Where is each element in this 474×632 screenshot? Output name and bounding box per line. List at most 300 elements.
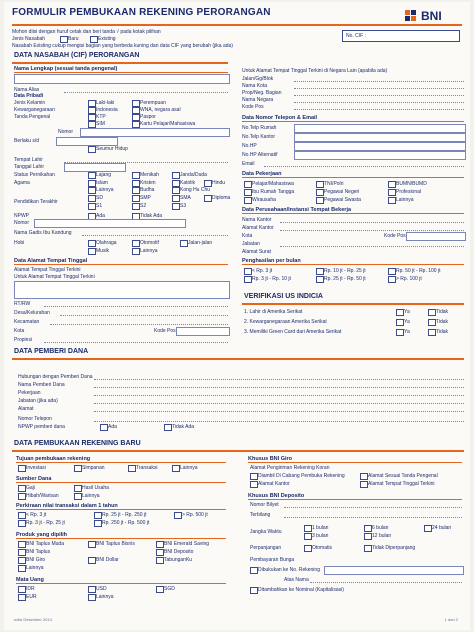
logo-text: BNI <box>421 9 442 23</box>
opt-alamat-kantor-giro: Alamat Kantor <box>258 481 290 487</box>
opt-hobi-lainnya: Lainnya <box>140 248 158 254</box>
nomor-identitas-input[interactable] <box>80 128 230 137</box>
form-title: FORMULIR PEMBUKAAN REKENING PERORANGAN <box>12 7 271 18</box>
bni-logo-icon <box>404 9 418 23</box>
alamat-terkini-giro-checkbox[interactable] <box>360 481 368 488</box>
label-agama: Agama <box>14 180 30 186</box>
taplus-bisnis-checkbox[interactable] <box>88 541 96 548</box>
opt-hindu: Hindu <box>212 180 226 186</box>
trx-4-checkbox[interactable] <box>94 520 102 527</box>
label-perpanjangan: Perpanjangan <box>250 545 282 551</box>
emerald-checkbox[interactable] <box>156 541 164 548</box>
opt-taplus: BNI Taplus <box>26 549 51 555</box>
ktp-checkbox[interactable] <box>88 114 96 121</box>
pelajar-checkbox[interactable] <box>244 181 252 188</box>
opt-swasta: Pegawai Swasta <box>324 197 361 203</box>
kode-pos-left-input[interactable] <box>176 327 230 336</box>
nama-lengkap-input[interactable] <box>14 74 230 84</box>
opt-jalan-jalan: Jalan-jalan <box>188 240 213 246</box>
taplus-muda-checkbox[interactable] <box>18 541 26 548</box>
label-nama-kantor: Nama Kantor <box>242 217 272 223</box>
opt-musik: Musik <box>96 248 110 254</box>
hp-alternatif-input[interactable] <box>294 151 466 160</box>
diploma-checkbox[interactable] <box>204 195 212 202</box>
label-alamat-rekening-koran: Alamat Pengiriman Rekening Koran <box>250 465 330 471</box>
opt-wna: WNA, negara asal <box>140 107 181 113</box>
income-4-checkbox[interactable] <box>316 276 324 283</box>
berlaku-input[interactable] <box>56 137 118 146</box>
opt-npwp-ada: Ada <box>96 213 105 219</box>
opt-dollar: BNI Dollar <box>96 557 119 563</box>
opt-income-5: Rp. 50 jt - Rp. 100 jt <box>396 268 441 274</box>
label-jabatan: Jabatan <box>242 241 260 247</box>
opt-idr: IDR <box>26 586 35 592</box>
opt-income-6: > Rp. 100 jt <box>396 276 422 282</box>
otomatis-checkbox[interactable] <box>304 545 312 552</box>
label-berlaku: Berlaku s/d <box>14 138 40 144</box>
label-perusahaan: Data Perusahaan/Instansi Tempat Bekerja <box>242 207 464 214</box>
opt-transaksi: Transaksi <box>136 465 158 471</box>
budha-checkbox[interactable] <box>132 187 140 194</box>
kartu-pelajar-checkbox[interactable] <box>132 121 140 128</box>
trx-3-checkbox[interactable] <box>94 512 102 519</box>
label-nama-pemberi: Nama Pemberi Dana <box>18 382 65 388</box>
label-propinsi: Propinsi <box>14 337 33 343</box>
label-khusus-giro: Khusus BNI Giro <box>248 456 462 463</box>
alamat-kantor-line[interactable] <box>280 230 464 231</box>
opt-kapitalisasi: Ditambahkan ke Nominal (Kapitalisasi) <box>258 587 344 593</box>
jabatan-pemberi-line[interactable] <box>94 403 464 404</box>
section-data-nasabah: DATA NASABAH (CIF) PERORANGAN <box>12 52 228 64</box>
jw-12-checkbox[interactable] <box>364 533 372 540</box>
opt-pekerjaan-lainnya: Lainnya <box>396 197 414 203</box>
alamat-input[interactable] <box>14 281 230 299</box>
opt-indonesia: Indonesia <box>96 107 118 113</box>
footer-code: edisi Desember 2014 <box>14 617 52 622</box>
opt-paspor: Paspor <box>140 114 156 120</box>
irt-checkbox[interactable] <box>244 189 252 196</box>
islam-checkbox[interactable] <box>88 180 96 187</box>
label-produk: Produk yang dipilih <box>16 532 226 539</box>
existing-checkbox[interactable] <box>90 36 98 43</box>
income-1-checkbox[interactable] <box>244 268 252 275</box>
email-line[interactable] <box>264 166 464 167</box>
propinsi-line[interactable] <box>44 342 228 343</box>
opt-produk-lainnya: Lainnya <box>26 565 44 571</box>
label-alamat-terkini: Alamat Tempat Tinggal Terkini <box>14 267 81 273</box>
konghuchu-checkbox[interactable] <box>172 187 180 194</box>
dollar-checkbox[interactable] <box>88 557 96 564</box>
atas-nama-line[interactable] <box>310 582 462 583</box>
label-hp-alternatif: No.HP Alternatif <box>242 152 278 158</box>
gaji-checkbox[interactable] <box>18 485 26 492</box>
label-status-pernikahan: Status Pernikahan <box>14 172 55 178</box>
trx-2-checkbox[interactable] <box>18 520 26 527</box>
opt-eur: EUR <box>26 594 37 600</box>
giro-checkbox[interactable] <box>18 557 26 564</box>
label-data-pekerjaan: Data Pekerjaan <box>242 171 464 178</box>
opt-irt: Ibu Rumah Tangga <box>252 189 295 195</box>
jalan-jalan-checkbox[interactable] <box>180 240 188 247</box>
label-mata-uang: Mata Uang <box>16 577 226 584</box>
wirausaha-checkbox[interactable] <box>244 197 252 204</box>
pekerjaan-lainnya-checkbox[interactable] <box>388 197 396 204</box>
us-q1-tidak-checkbox[interactable] <box>428 309 436 316</box>
label-khusus-deposito: Khusus BNI Deposito <box>248 493 462 500</box>
opt-trx-2: Rp. 3 jt - Rp. 25 jt <box>26 520 65 526</box>
label-jenis-kelamin: Jenis Kelamin <box>14 100 46 106</box>
opt-s1: S1 <box>96 203 103 209</box>
otomotif-checkbox[interactable] <box>132 240 140 247</box>
label-kode-pos-ln: Kode Pos <box>242 104 264 110</box>
no-rekening-input[interactable] <box>324 566 464 575</box>
opt-s2: S2 <box>140 203 147 209</box>
opt-usd: USD <box>96 586 107 592</box>
opt-income-2: Rp. 3 jt - Rp. 10 jt <box>252 276 291 282</box>
jw-1-checkbox[interactable] <box>304 525 312 532</box>
opt-diambil-cabang: Diambil Di Cabang Pembuka Rekening <box>258 473 345 479</box>
baru-checkbox[interactable] <box>60 36 68 43</box>
simpanan-checkbox[interactable] <box>74 465 82 472</box>
label-nama-alias: Nama Alias <box>14 87 40 93</box>
trx-5-checkbox[interactable] <box>174 512 182 519</box>
label-nama-negara: Nama Negara <box>242 97 274 103</box>
opt-konghuchu: Kong Hu Chu <box>180 187 211 193</box>
diambil-cabang-checkbox[interactable] <box>250 473 258 480</box>
usd-checkbox[interactable] <box>88 586 96 593</box>
no-hp-input[interactable] <box>294 142 466 151</box>
smp-checkbox[interactable] <box>132 195 140 202</box>
label-npwp-nomor: Nomor <box>14 220 30 226</box>
lajang-checkbox[interactable] <box>88 172 96 179</box>
label-telp-rumah: No.Telp Rumah <box>242 125 277 131</box>
opt-smp: SMP <box>140 195 151 201</box>
bni-logo <box>404 8 460 24</box>
section-pembukaan-rekening: DATA PEMBUKAAN REKENING BARU <box>12 440 464 452</box>
opt-emerald: BNI Emerald Saving <box>164 541 210 547</box>
nama-lengkap-header: Nama Lengkap (sesuai tanda pengenal) <box>14 66 228 73</box>
opt-tidak-diperpanjang: Tidak Diperpanjang <box>372 545 416 551</box>
baru-label: Baru <box>68 36 79 42</box>
opt-trx-3: Rp. 25 jt - Rp. 250 jt <box>102 512 147 518</box>
laki-laki-checkbox[interactable] <box>88 100 96 107</box>
opt-hasil-usaha: Hasil Usaha <box>82 485 109 491</box>
opt-alamat-pengenal: Alamat Sesuai Tanda Pengenal <box>368 473 438 479</box>
opt-jw-12: 12 bulan <box>372 533 392 539</box>
label-pendidikan: Pendidikan Terakhir <box>14 199 58 205</box>
opt-jw-6: 6 bulan <box>372 525 389 531</box>
kode-pos-ln-line[interactable] <box>294 109 464 110</box>
sma-checkbox[interactable] <box>172 195 180 202</box>
label-tempat-lahir: Tempat Lahir <box>14 157 43 163</box>
label-telepon-pemberi: Nomor Telepon <box>18 416 52 422</box>
income-5-checkbox[interactable] <box>388 268 396 275</box>
title-rule <box>12 24 462 26</box>
nama-kota-line[interactable] <box>294 88 464 89</box>
opt-laki-laki: Laki-laki <box>96 100 115 106</box>
cif-box[interactable] <box>342 30 460 42</box>
opt-otomotif: Otomotif <box>140 240 159 246</box>
opt-perempuan: Perempuan <box>140 100 166 106</box>
eur-checkbox[interactable] <box>18 594 26 601</box>
label-nama-ibu: Nama Gadis Ibu Kandung <box>14 230 72 236</box>
opt-wirausaha: Wirausaha <box>252 197 276 203</box>
sumber-lainnya-checkbox[interactable] <box>74 493 82 500</box>
opt-uang-lainnya: Lainnya <box>96 594 114 600</box>
us-q1-ya-checkbox[interactable] <box>396 309 404 316</box>
terbilang-line[interactable] <box>284 517 462 518</box>
opt-sim: SIM <box>96 121 105 127</box>
transaksi-checkbox[interactable] <box>128 465 136 472</box>
jalan-line[interactable] <box>294 81 464 82</box>
indonesia-checkbox[interactable] <box>88 107 96 114</box>
sim-checkbox[interactable] <box>88 121 96 128</box>
bumn-checkbox[interactable] <box>388 181 396 188</box>
us-q2-tidak-checkbox[interactable] <box>428 319 436 326</box>
kapitalisasi-checkbox[interactable] <box>250 587 258 594</box>
produk-lainnya-checkbox[interactable] <box>18 565 26 572</box>
opt-ktp: KTP <box>96 114 106 120</box>
nama-kantor-line[interactable] <box>280 222 464 223</box>
sd-checkbox[interactable] <box>88 195 96 202</box>
us-q1: 1. Lahir di Amerika Serikat <box>244 309 303 315</box>
idr-checkbox[interactable] <box>18 586 26 593</box>
label-prop-neg: Prop/Neg. Bagian <box>242 90 282 96</box>
opt-dibukukan: Dibukukan ke No. Rekening <box>258 567 320 573</box>
section-verifikasi-us: VERIFIKASI US INDICIA <box>242 293 464 305</box>
opt-agama-lainnya: Lainnya <box>96 187 114 193</box>
kode-pos-kantor-input[interactable] <box>406 232 466 241</box>
opt-profesional: Profesional <box>396 189 422 195</box>
s1-checkbox[interactable] <box>88 203 96 210</box>
tabunganku-checkbox[interactable] <box>156 557 164 564</box>
opt-hibah: Hibah/Warisan <box>26 493 59 499</box>
us-q2-ya-checkbox[interactable] <box>396 319 404 326</box>
janda-duda-checkbox[interactable] <box>172 172 180 179</box>
income-3-checkbox[interactable] <box>316 268 324 275</box>
kristen-checkbox[interactable] <box>132 180 140 187</box>
opt-tujuan-lainnya: Lainnya <box>180 465 198 471</box>
opt-tabunganku: TabunganKu <box>164 557 193 563</box>
opt-menikah: Menikah <box>140 172 159 178</box>
rt-rw-line[interactable] <box>44 306 228 307</box>
swasta-checkbox[interactable] <box>316 197 324 204</box>
label-kota: Kota <box>14 328 25 334</box>
hindu-checkbox[interactable] <box>204 180 212 187</box>
income-6-checkbox[interactable] <box>388 276 396 283</box>
form-page <box>4 2 470 630</box>
olahraga-checkbox[interactable] <box>88 240 96 247</box>
opt-otomatis: Otomatis <box>312 545 333 551</box>
tanggal-lahir-input[interactable] <box>64 163 126 172</box>
label-penghasilan: Penghasilan per bulan <box>242 258 464 265</box>
prop-neg-line[interactable] <box>294 95 464 96</box>
label-alamat-surat: Alamat Surat <box>242 249 271 255</box>
label-data-pribadi: Data Pribadi <box>14 93 44 99</box>
label-data-alamat: Data Alamat Tempat Tinggal <box>14 258 228 265</box>
opt-npwp-tidak-ada: Tidak Ada <box>140 213 163 219</box>
opt-sma: SMA <box>180 195 191 201</box>
jw-3-checkbox[interactable] <box>304 533 312 540</box>
tni-checkbox[interactable] <box>316 181 324 188</box>
opt-sd: SD <box>96 195 103 201</box>
deposito-checkbox[interactable] <box>156 549 164 556</box>
hubungan-line[interactable] <box>94 379 464 380</box>
sgd-checkbox[interactable] <box>156 586 164 593</box>
opt-npwp-pemberi-tidak: Tidak Ada <box>172 424 195 430</box>
paspor-checkbox[interactable] <box>132 114 140 121</box>
label-kewarganegaraan: Kewarganegaraan <box>14 107 55 113</box>
label-hobi: Hobi <box>14 240 25 246</box>
opt-jw-1: 1 bulan <box>312 525 329 531</box>
telepon-pemberi-line[interactable] <box>94 421 464 422</box>
hibah-checkbox[interactable] <box>18 493 26 500</box>
opt-bumn: BUMN/BUMD <box>396 181 427 187</box>
label-nama-kota: Nama Kota <box>242 83 268 89</box>
label-sumber-dana: Sumber Dana <box>16 476 226 483</box>
label-no-hp: No.HP <box>242 143 257 149</box>
opt-sumber-lainnya: Lainnya <box>82 493 100 499</box>
opt-s3: S3 <box>180 203 187 209</box>
investasi-checkbox[interactable] <box>18 465 26 472</box>
opt-simpanan: Simpanan <box>82 465 105 471</box>
instruction-line: Mohon diisi dengan huruf cetak dan beri tanda √ pada kotak pilihan <box>12 29 161 35</box>
label-jalan: Jalan/Gg/Blok <box>242 76 274 82</box>
opt-giro: BNI Giro <box>26 557 46 563</box>
us-q3: 3. Memiliki Green Card dari Amerika Serikat <box>244 329 342 335</box>
label-npwp: NPWP <box>14 213 29 219</box>
alamat-kantor-giro-checkbox[interactable] <box>250 481 258 488</box>
opt-budha: Budha <box>140 187 155 193</box>
opt-taplus-bisnis: BNI Taplus Bisnis <box>96 541 135 547</box>
opt-kristen: Kristen <box>140 180 156 186</box>
opt-trx-1: < Rp. 3 jt <box>26 512 47 518</box>
katolik-checkbox[interactable] <box>172 180 180 187</box>
label-telepon-email: Data Nomor Telepon & Email <box>242 115 464 122</box>
section-pemberi-dana: DATA PEMBERI DANA <box>12 348 464 360</box>
menikah-checkbox[interactable] <box>132 172 140 179</box>
s2-checkbox[interactable] <box>132 203 140 210</box>
label-kota-kantor: Kota <box>242 233 253 239</box>
opt-investasi: Investasi <box>26 465 46 471</box>
label-untuk-alamat: Untuk Alamat Tempat Tinggal Terkini <box>14 274 95 280</box>
tidak-diperpanjang-checkbox[interactable] <box>364 545 372 552</box>
us-q3-tidak: Tidak <box>436 329 449 335</box>
opt-income-1: < Rp. 3 jt <box>252 268 273 274</box>
opt-tni: TNI/Polri <box>324 181 344 187</box>
existing-label: Existing <box>98 36 116 42</box>
us-q3-ya: Ya <box>404 329 410 335</box>
musik-checkbox[interactable] <box>88 248 96 255</box>
telp-kantor-input[interactable] <box>294 133 466 142</box>
dibukukan-checkbox[interactable] <box>250 567 258 574</box>
us-q3-ya-checkbox[interactable] <box>396 329 404 336</box>
label-tanggal-lahir: Tanggal Lahir <box>14 164 45 170</box>
nomor-bilyet-line[interactable] <box>284 507 462 508</box>
label-desa: Desa/Kelurahan <box>14 310 50 316</box>
label-kode-pos-kantor: Kode Pos <box>384 233 406 239</box>
npwp-input[interactable] <box>34 219 186 228</box>
hasil-usaha-checkbox[interactable] <box>74 485 82 492</box>
telp-rumah-input[interactable] <box>294 124 466 133</box>
label-npwp-pemberi: NPWP pemberi dana <box>18 424 65 430</box>
label-tujuan: Tujuan pembukaan rekening <box>16 456 226 463</box>
income-2-checkbox[interactable] <box>244 276 252 283</box>
opt-janda-duda: Janda/Duda <box>180 172 207 178</box>
pekerjaan-pemberi-line[interactable] <box>94 395 464 396</box>
label-tanda-pengenal: Tanda Pengenal <box>14 114 51 120</box>
label-alamat-pemberi: Alamat <box>18 406 34 412</box>
label-nomor: Nomor <box>58 129 74 135</box>
label-terbilang: Terbilang <box>250 512 271 518</box>
opt-katolik: Katolik <box>180 180 196 186</box>
cif-label: No. CIF : <box>346 33 367 39</box>
jabatan-line[interactable] <box>280 246 464 247</box>
nama-ibu-line[interactable] <box>82 235 228 236</box>
opt-income-3: Rp. 10 jt - Rp. 25 jt <box>324 268 366 274</box>
desa-line[interactable] <box>60 315 228 316</box>
us-q2: 2. Kewarganegaraan Amerika Serikat <box>244 319 327 325</box>
hobi-lainnya-checkbox[interactable] <box>132 248 140 255</box>
us-q2-ya: Ya <box>404 319 410 325</box>
jw-24-checkbox[interactable] <box>424 525 432 532</box>
opt-taplus-muda: BNI Taplus Muda <box>26 541 64 547</box>
jw-6-checkbox[interactable] <box>364 525 372 532</box>
taplus-checkbox[interactable] <box>18 549 26 556</box>
alamat-pemberi-line[interactable] <box>94 411 464 412</box>
seumur-hidup-checkbox[interactable] <box>88 146 96 153</box>
opt-trx-5: > Rp. 500 jt <box>182 512 208 518</box>
alamat-pengenal-checkbox[interactable] <box>360 473 368 480</box>
label-alamat-kantor: Alamat Kantor <box>242 225 274 231</box>
opt-lajang: Lajang <box>96 172 112 178</box>
opt-pns: Pegawai Negeri <box>324 189 360 195</box>
label-hubungan: Hubungan dengan Pemberi Dana <box>18 374 93 380</box>
label-perkiraan-transaksi: Perkiraan nilai transaksi dalam 1 tahun <box>16 503 226 510</box>
agama-lainnya-checkbox[interactable] <box>88 187 96 194</box>
opt-islam: Islam <box>96 180 108 186</box>
label-jangka-waktu: Jangka Waktu <box>250 529 282 535</box>
opt-sgd: SGD <box>164 586 175 592</box>
npwp-pemberi-tidak-checkbox[interactable] <box>164 424 172 431</box>
label-alamat-luar-negeri: Untuk Alamat Tempat Tinggal Terkini di Negara Lain (apabila ada) <box>242 68 388 74</box>
label-kode-pos-left: Kode Pos <box>154 328 176 334</box>
profesional-checkbox[interactable] <box>388 189 396 196</box>
nama-alias-line[interactable] <box>64 92 228 93</box>
perempuan-checkbox[interactable] <box>132 100 140 107</box>
nama-pemberi-line[interactable] <box>94 387 464 388</box>
page-number: 1 dari 2 <box>444 617 458 622</box>
opt-deposito: BNI Deposito <box>164 549 194 555</box>
nama-negara-line[interactable] <box>294 102 464 103</box>
opt-diploma: Diploma <box>212 195 231 201</box>
label-telp-kantor: No.Telp Kantor <box>242 134 276 140</box>
npwp-pemberi-ada-checkbox[interactable] <box>100 424 108 431</box>
trx-1-checkbox[interactable] <box>18 512 26 519</box>
jenis-nasabah-label: Jenis Nasabah <box>12 36 46 42</box>
uang-lainnya-checkbox[interactable] <box>88 594 96 601</box>
pns-checkbox[interactable] <box>316 189 324 196</box>
wna-checkbox[interactable] <box>132 107 140 114</box>
kecamatan-line[interactable] <box>50 324 228 325</box>
opt-kartu-pelajar: Kartu Pelajar/Mahasiswa <box>140 121 196 127</box>
label-rt-rw: RT/RW <box>14 301 31 307</box>
us-q3-tidak-checkbox[interactable] <box>428 329 436 336</box>
tujuan-lainnya-checkbox[interactable] <box>172 465 180 472</box>
us-q2-tidak: Tidak <box>436 319 449 325</box>
s3-checkbox[interactable] <box>172 203 180 210</box>
opt-olahraga: Olahraga <box>96 240 117 246</box>
